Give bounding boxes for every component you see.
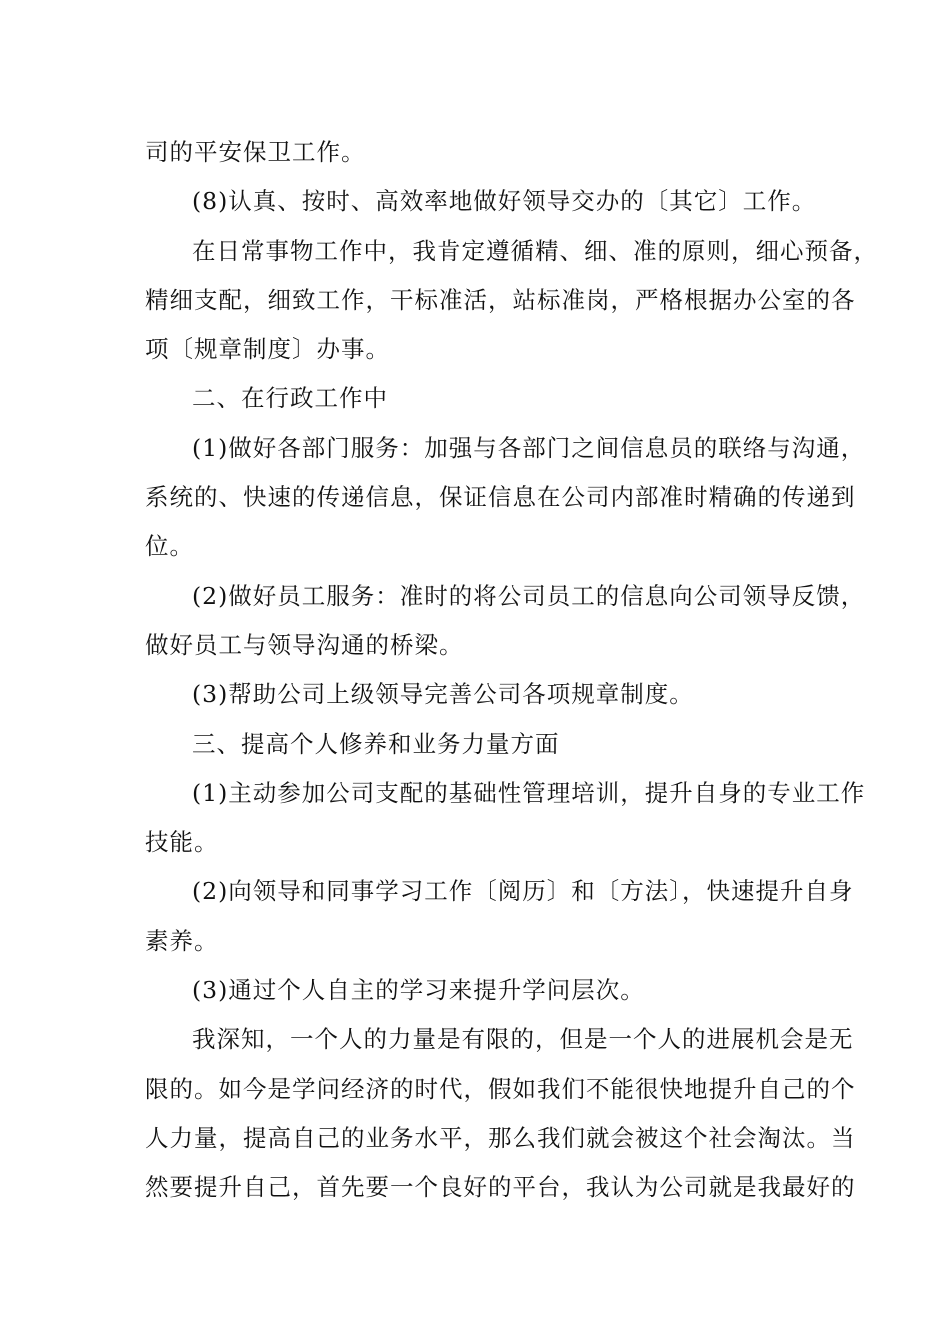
text-line: 我深知，一个人的力量是有限的，但是一个人的进展机会是无 (192, 1025, 854, 1054)
text-line: (2)做好员工服务：准时的将公司员工的信息向公司领导反馈， (192, 581, 866, 610)
text-line: 人力量，提高自己的业务水平，那么我们就会被这个社会淘汰。当 (145, 1123, 856, 1152)
text-line: 精细支配，细致工作，干标准活，站标准岗，严格根据办公室的各 (145, 285, 856, 314)
text-line: 限的。如今是学问经济的时代，假如我们不能很快地提升自己的个 (145, 1074, 856, 1103)
text-line: 素养。 (145, 926, 219, 955)
section-heading: 三、提高个人修养和业务力量方面 (192, 729, 560, 758)
text-line: 项〔规章制度〕办事。 (145, 335, 390, 364)
text-line: (1)做好各部门服务：加强与各部门之间信息员的联络与沟通， (192, 433, 866, 462)
text-line: 做好员工与领导沟通的桥梁。 (145, 630, 464, 659)
document-body (145, 128, 878, 1213)
text-line: (3)通过个人自主的学习来提升学问层次。 (192, 976, 645, 1005)
text-line: (3)帮助公司上级领导完善公司各项规章制度。 (192, 680, 694, 709)
text-line: 系统的、快速的传递信息，保证信息在公司内部准时精确的传递到 (145, 483, 856, 512)
text-line: (1)主动参加公司支配的基础性管理培训，提升自身的专业工作 (192, 778, 866, 807)
text-line: (2)向领导和同事学习工作〔阅历〕和〔方法〕，快速提升自身 (192, 877, 854, 906)
section-heading: 二、在行政工作中 (192, 384, 388, 413)
text-line: 在日常事物工作中，我肯定遵循精、细、准的原则，细心预备， (192, 236, 878, 265)
text-line: 技能。 (145, 828, 219, 857)
text-line: 司的平安保卫工作。 (145, 138, 366, 166)
text-line: (8)认真、按时、高效率地做好领导交办的〔其它〕工作。 (192, 187, 817, 216)
text-line: 然要提升自己，首先要一个良好的平台，我认为公司就是我最好的 (145, 1173, 856, 1202)
text-line: 位。 (145, 532, 194, 561)
